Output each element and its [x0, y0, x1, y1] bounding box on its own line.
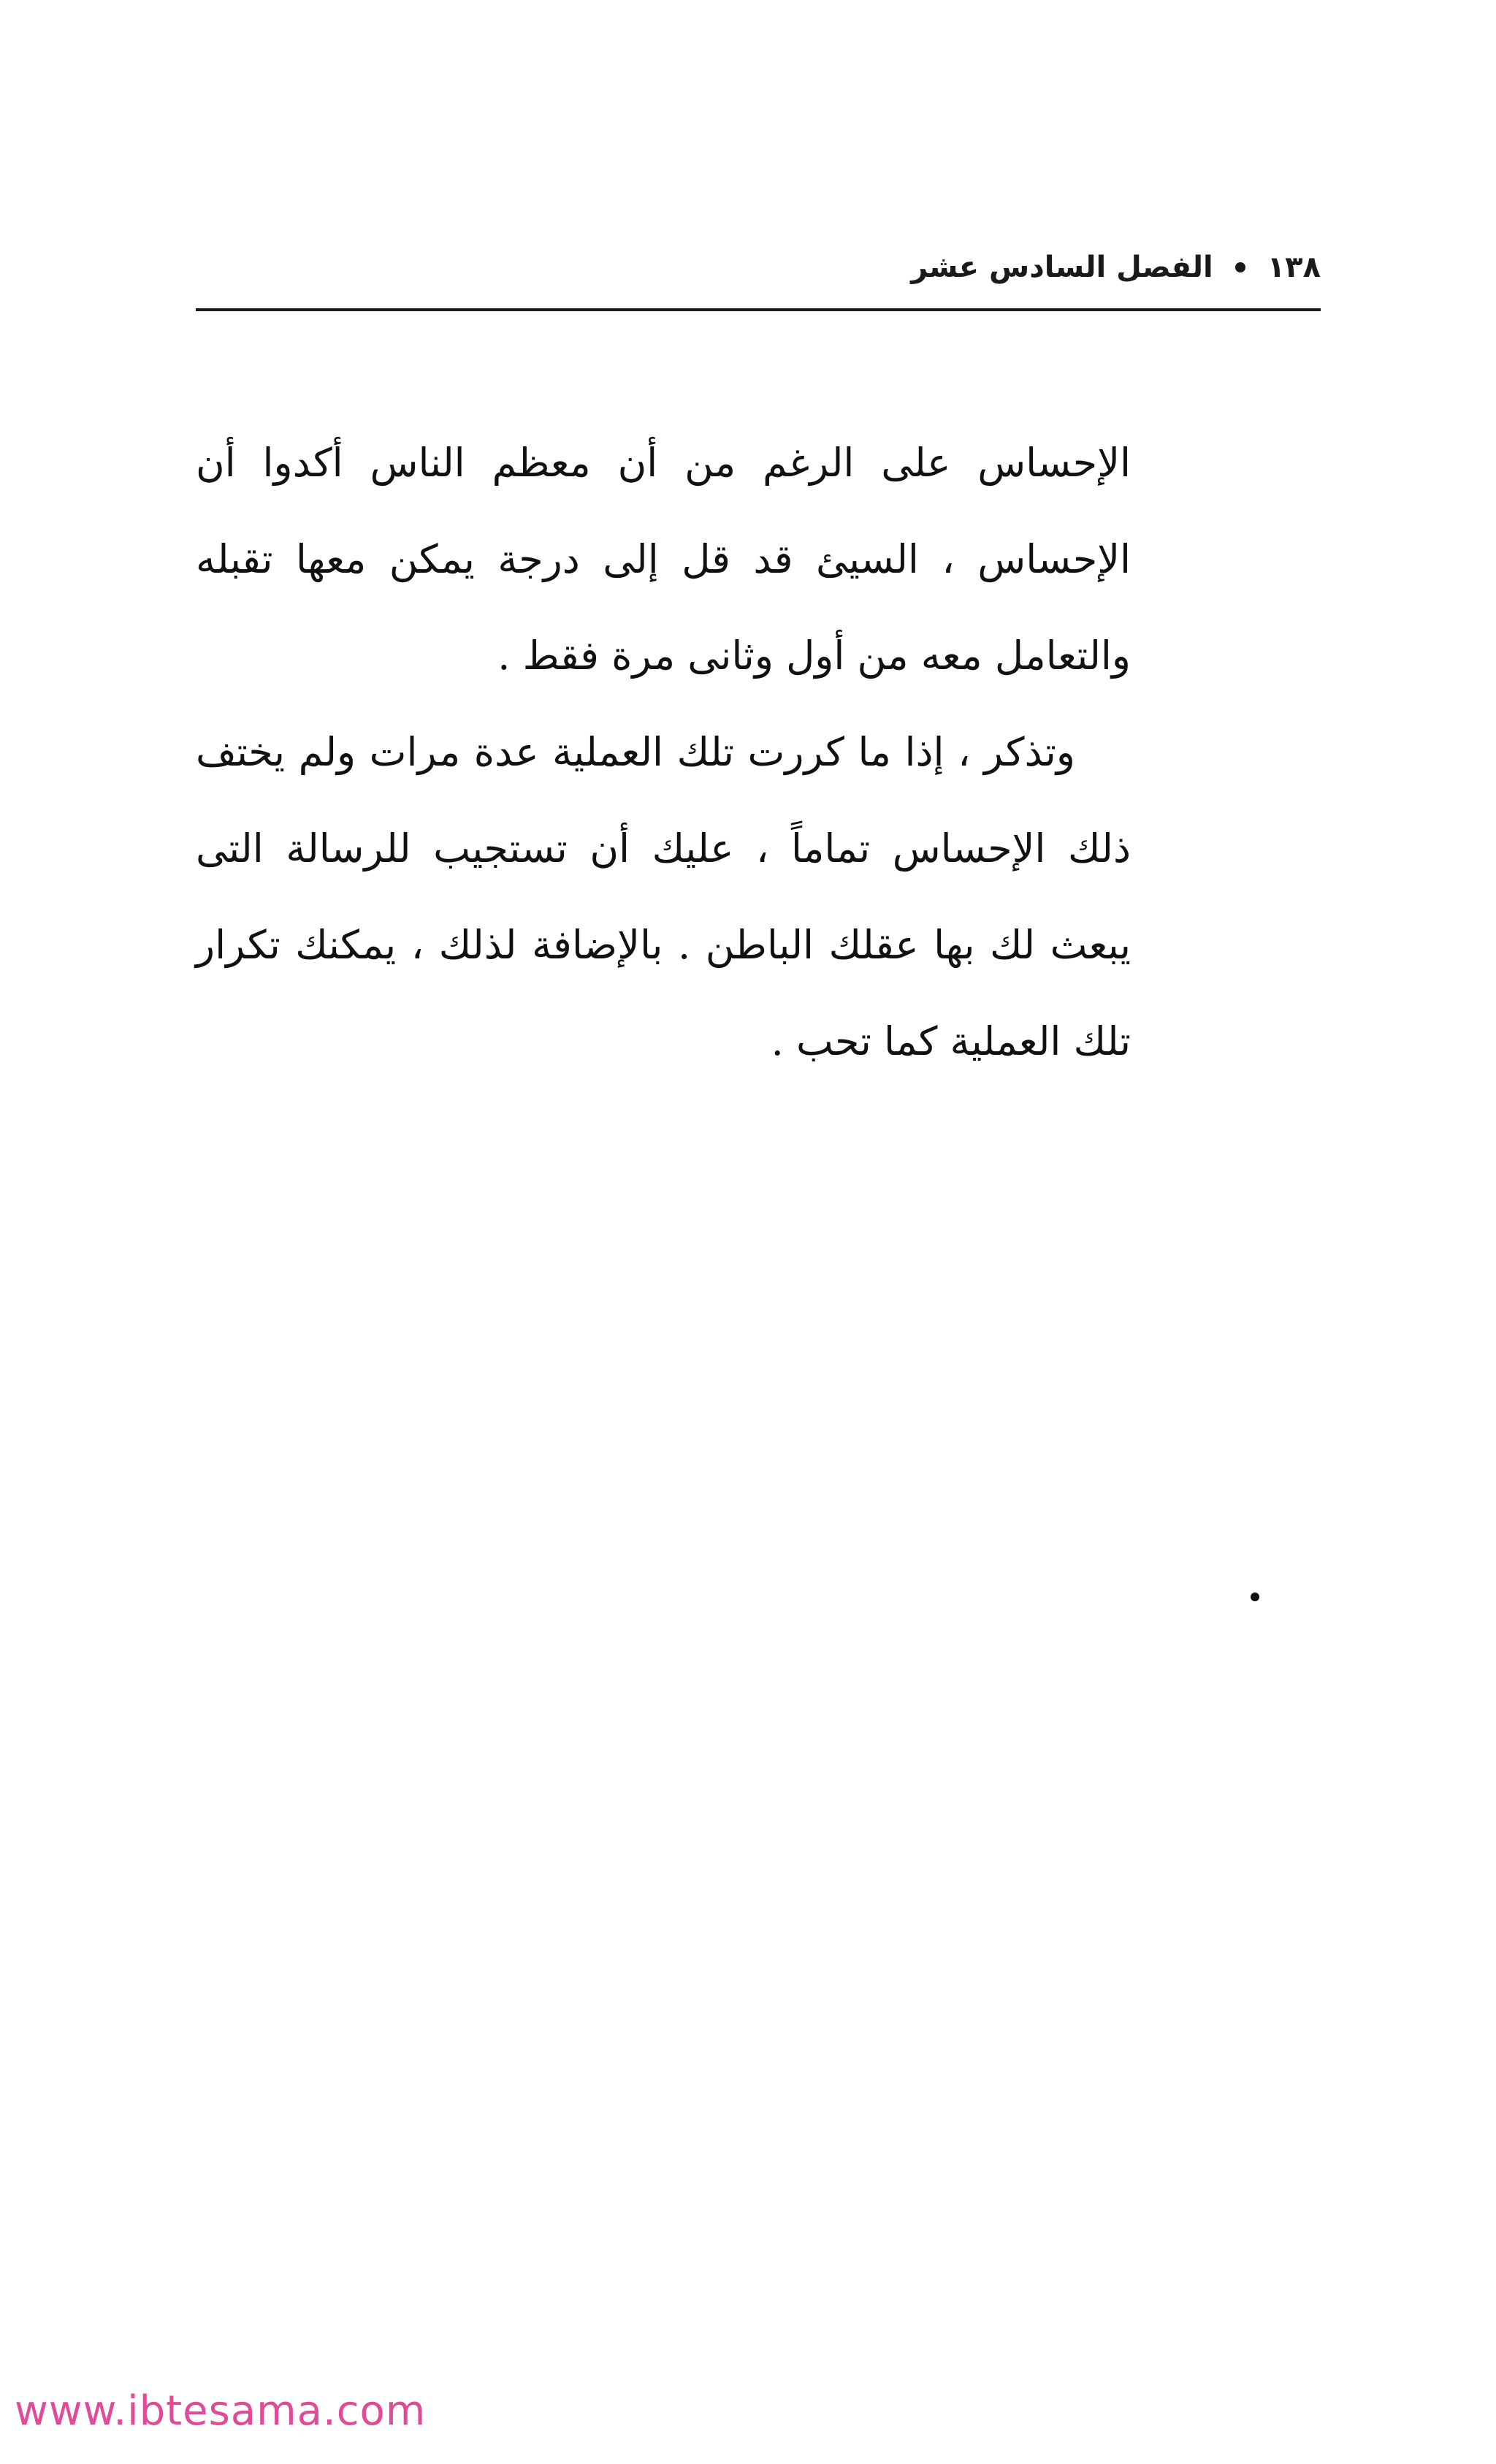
watermark: www.ibtesama.com: [15, 2387, 427, 2435]
page-number: ١٣٨: [1267, 251, 1321, 284]
bullet-icon: [1235, 262, 1245, 272]
running-header: [911, 245, 1321, 289]
paragraph-2: وتذكر ، إذا ما كررت تلك العملية عدة مرات ولم يختف ذلك الإحساس تماماً ، عليك أن تستجيب للرسالة التى يبعث لك بها عقلك الباطن . بالإضافة لذلك ، يمكنك تكرار تلك العملية كما تحب .: [196, 729, 1131, 1064]
page-header: [196, 245, 1321, 313]
chapter-title: الفصل السادس عشر: [911, 251, 1213, 284]
paragraph-1: الإحساس على الرغم من أن معظم الناس أكدوا أن الإحساس ، السيئ قد قل إلى درجة يمكن معها تقبله والتعامل معه من أول وثانى مرة فقط .: [196, 440, 1131, 679]
body-text: [196, 415, 1131, 1090]
header-divider: [196, 308, 1321, 311]
stray-dot: [1251, 1593, 1259, 1601]
